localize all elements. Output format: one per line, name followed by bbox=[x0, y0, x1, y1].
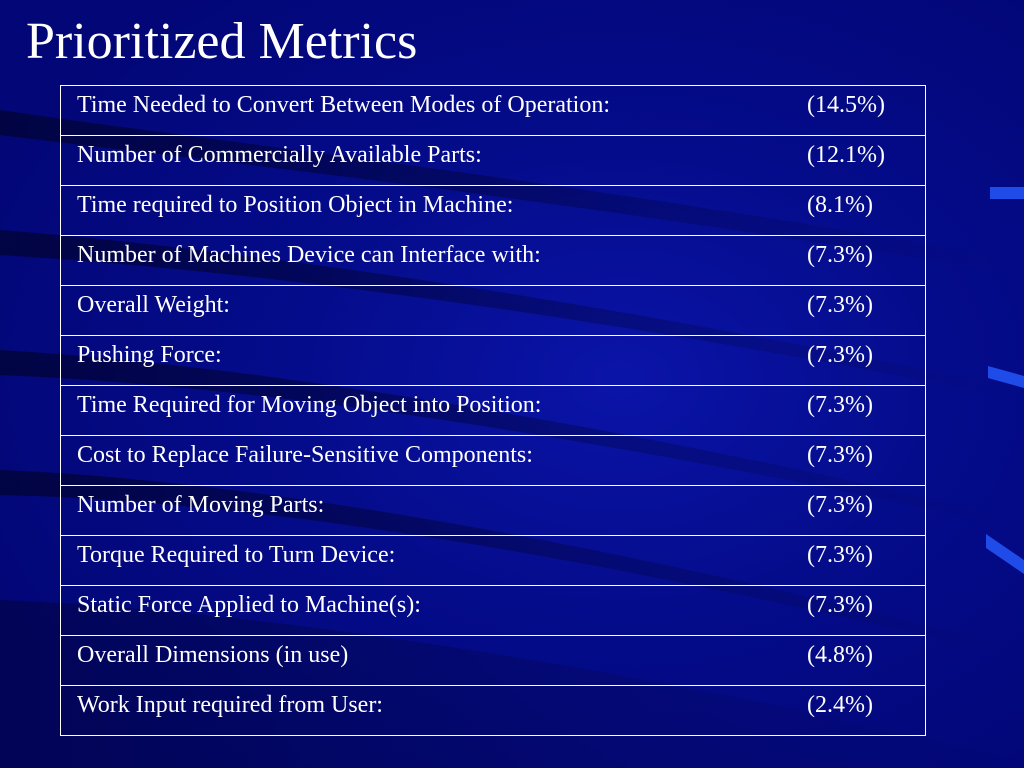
metric-row-content bbox=[77, 690, 909, 720]
metric-cell bbox=[61, 86, 926, 136]
slide-title: Prioritized Metrics bbox=[26, 13, 418, 70]
metric-cell bbox=[61, 286, 926, 336]
table-row bbox=[61, 586, 926, 636]
table-row bbox=[61, 386, 926, 436]
metric-label: Cost to Replace Failure-Sensitive Components: bbox=[77, 442, 533, 468]
metric-label: Time required to Position Object in Machine: bbox=[77, 192, 514, 218]
metric-weight: (7.3%) bbox=[807, 492, 873, 518]
metric-label: Static Force Applied to Machine(s): bbox=[77, 592, 421, 618]
metric-weight: (7.3%) bbox=[807, 292, 873, 318]
metric-label: Time Needed to Convert Between Modes of Operation: bbox=[77, 92, 611, 118]
metric-cell bbox=[61, 436, 926, 486]
metric-label: Work Input required from User: bbox=[77, 692, 383, 718]
metric-cell bbox=[61, 586, 926, 636]
metric-cell bbox=[61, 136, 926, 186]
metric-label: Overall Weight: bbox=[77, 292, 230, 318]
metric-row-content bbox=[77, 290, 909, 320]
metric-weight: (14.5%) bbox=[807, 92, 885, 118]
metric-label: Number of Machines Device can Interface with: bbox=[77, 242, 541, 268]
metric-row-content bbox=[77, 140, 909, 170]
metric-row-content bbox=[77, 190, 909, 220]
table-row bbox=[61, 86, 926, 136]
metric-label: Number of Commercially Available Parts: bbox=[77, 142, 482, 168]
metric-row-content bbox=[77, 590, 909, 620]
metric-cell bbox=[61, 486, 926, 536]
metric-label: Number of Moving Parts: bbox=[77, 492, 325, 518]
bg-accent-dash bbox=[990, 187, 1024, 199]
metric-label: Time Required for Moving Object into Position: bbox=[77, 392, 542, 418]
metric-cell bbox=[61, 236, 926, 286]
metric-weight: (7.3%) bbox=[807, 592, 873, 618]
bg-accent-dash bbox=[986, 534, 1024, 574]
metric-weight: (12.1%) bbox=[807, 142, 885, 168]
metric-cell bbox=[61, 336, 926, 386]
table-row bbox=[61, 436, 926, 486]
table-row bbox=[61, 686, 926, 736]
metric-weight: (8.1%) bbox=[807, 192, 873, 218]
metric-weight: (7.3%) bbox=[807, 242, 873, 268]
table-row bbox=[61, 236, 926, 286]
metric-row-content bbox=[77, 640, 909, 670]
table-row bbox=[61, 136, 926, 186]
table-row bbox=[61, 336, 926, 386]
metrics-table bbox=[60, 85, 926, 736]
metric-row-content bbox=[77, 490, 909, 520]
metric-row-content bbox=[77, 240, 909, 270]
table-row bbox=[61, 186, 926, 236]
metric-cell bbox=[61, 636, 926, 686]
metric-cell bbox=[61, 386, 926, 436]
metric-weight: (2.4%) bbox=[807, 692, 873, 718]
table-row bbox=[61, 536, 926, 586]
metric-row-content bbox=[77, 440, 909, 470]
metric-weight: (7.3%) bbox=[807, 542, 873, 568]
metric-weight: (7.3%) bbox=[807, 342, 873, 368]
metric-row-content bbox=[77, 90, 909, 120]
metric-label: Overall Dimensions (in use) bbox=[77, 642, 349, 668]
metric-row-content bbox=[77, 390, 909, 420]
table-row bbox=[61, 636, 926, 686]
metric-weight: (7.3%) bbox=[807, 392, 873, 418]
metric-weight: (7.3%) bbox=[807, 442, 873, 468]
metrics-table-body bbox=[61, 86, 926, 736]
table-row bbox=[61, 286, 926, 336]
table-row bbox=[61, 486, 926, 536]
metric-cell bbox=[61, 186, 926, 236]
metric-row-content bbox=[77, 540, 909, 570]
metric-cell bbox=[61, 686, 926, 736]
metric-weight: (4.8%) bbox=[807, 642, 873, 668]
metric-row-content bbox=[77, 340, 909, 370]
metric-label: Pushing Force: bbox=[77, 342, 222, 368]
metric-label: Torque Required to Turn Device: bbox=[77, 542, 396, 568]
metric-cell bbox=[61, 536, 926, 586]
